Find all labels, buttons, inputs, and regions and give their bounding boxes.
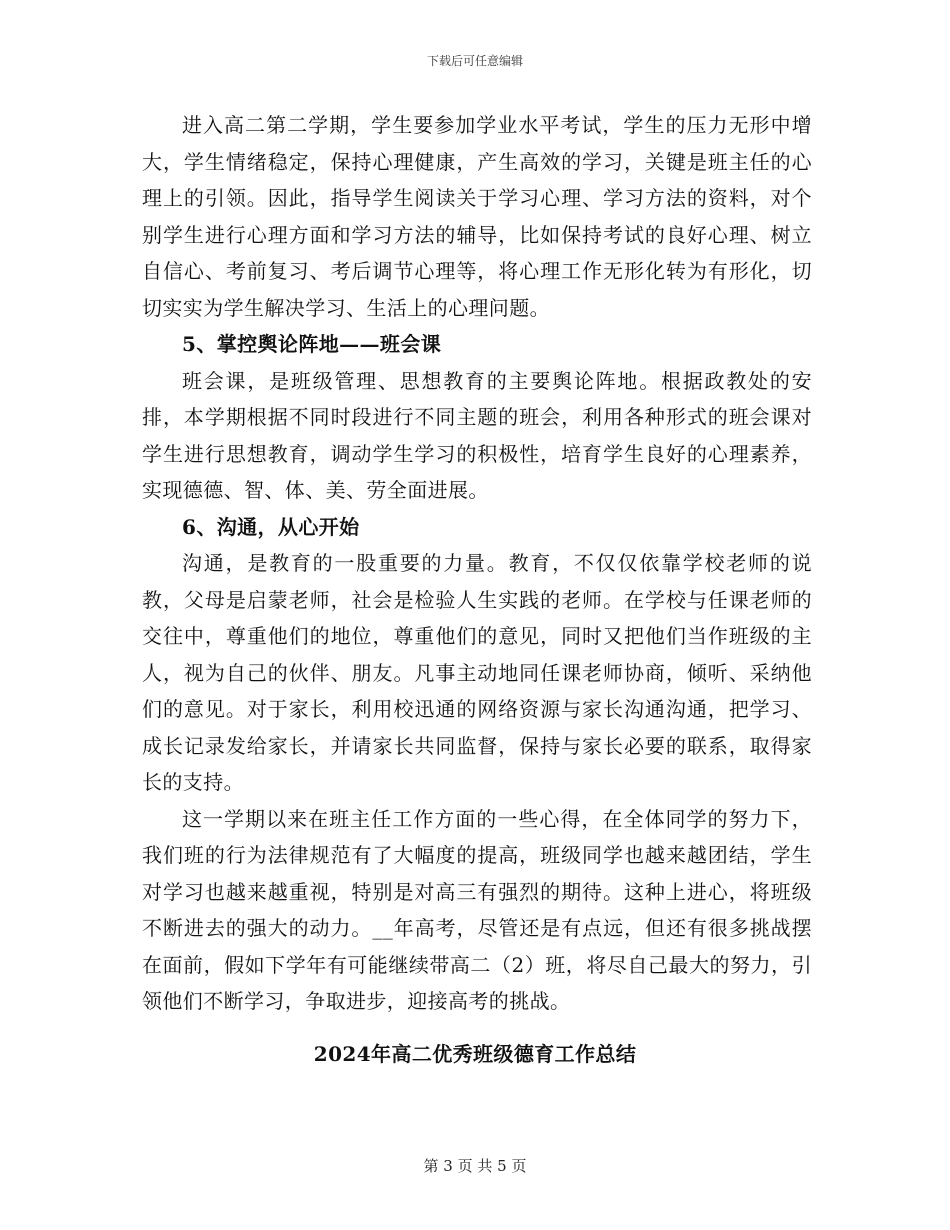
paragraph-communication: 沟通，是教育的一股重要的力量。教育，不仅仅依靠学校老师的说教，父母是启蒙老师，社会是检验人生实践的老师。在学校与任课老师的交往中，尊重他们的地位，尊重他们的意见，同时又把他们当作班级的主人，视为自己的伙伴、朋友。凡事主动地同任课老师协商，倾听、采纳他们的意见。对于家长，利用校迅通的网络资源与家长沟通沟通，把学习、成长记录发给家长，并请家长共同监督，保持与家长必要的联系，取得家长的支持。: [142, 551, 812, 794]
page-header-note: 下载后可任意编辑: [426, 54, 523, 68]
page-number-footer: 第 3 页 共 5 页: [423, 1157, 527, 1175]
document-body: [142, 107, 812, 1020]
section-heading-5: 5、掌控舆论阵地——班会课: [182, 332, 442, 356]
next-document-title: 2024年高二优秀班级德育工作总结: [313, 1042, 637, 1066]
paragraph-psychology: 进入高二第二学期，学生要参加学业水平考试，学生的压力无形中增大，学生情绪稳定，保持心理健康，产生高效的学习，关键是班主任的心理上的引领。因此，指导学生阅读关于学习心理、学习方法的资料，对个别学生进行心理方面和学习方法的辅导，比如保持考试的良好心理、树立自信心、考前复习、考后调节心理等，将心理工作无形化转为有形化，切切实实为学生解决学习、生活上的心理问题。: [142, 113, 812, 320]
section-heading-6: 6、沟通，从心开始: [182, 514, 360, 539]
paragraph-summary: 这一学期以来在班主任工作方面的一些心得，在全体同学的努力下，我们班的行为法律规范有了大幅度的提高，班级同学也越来越团结，学生对学习也越来越重视，特别是对高三有强烈的期待。这种上进心，将班级不断进去的强大的动力。__年高考，尽管还是有点远，但还有很多挑战摆在面前，假如下学年有可能继续带高二（2）班，将尽自己最大的努力，引领他们不断学习，争取进步，迎接高考的挑战。: [142, 806, 812, 1013]
paragraph-class-meeting: 班会课，是班级管理、思想教育的主要舆论阵地。根据政教处的安排，本学期根据不同时段进行不同主题的班会，利用各种形式的班会课对学生进行思想教育，调动学生学习的积极性，培育学生良好的心理素养，实现德德、智、体、美、劳全面进展。: [142, 368, 812, 502]
